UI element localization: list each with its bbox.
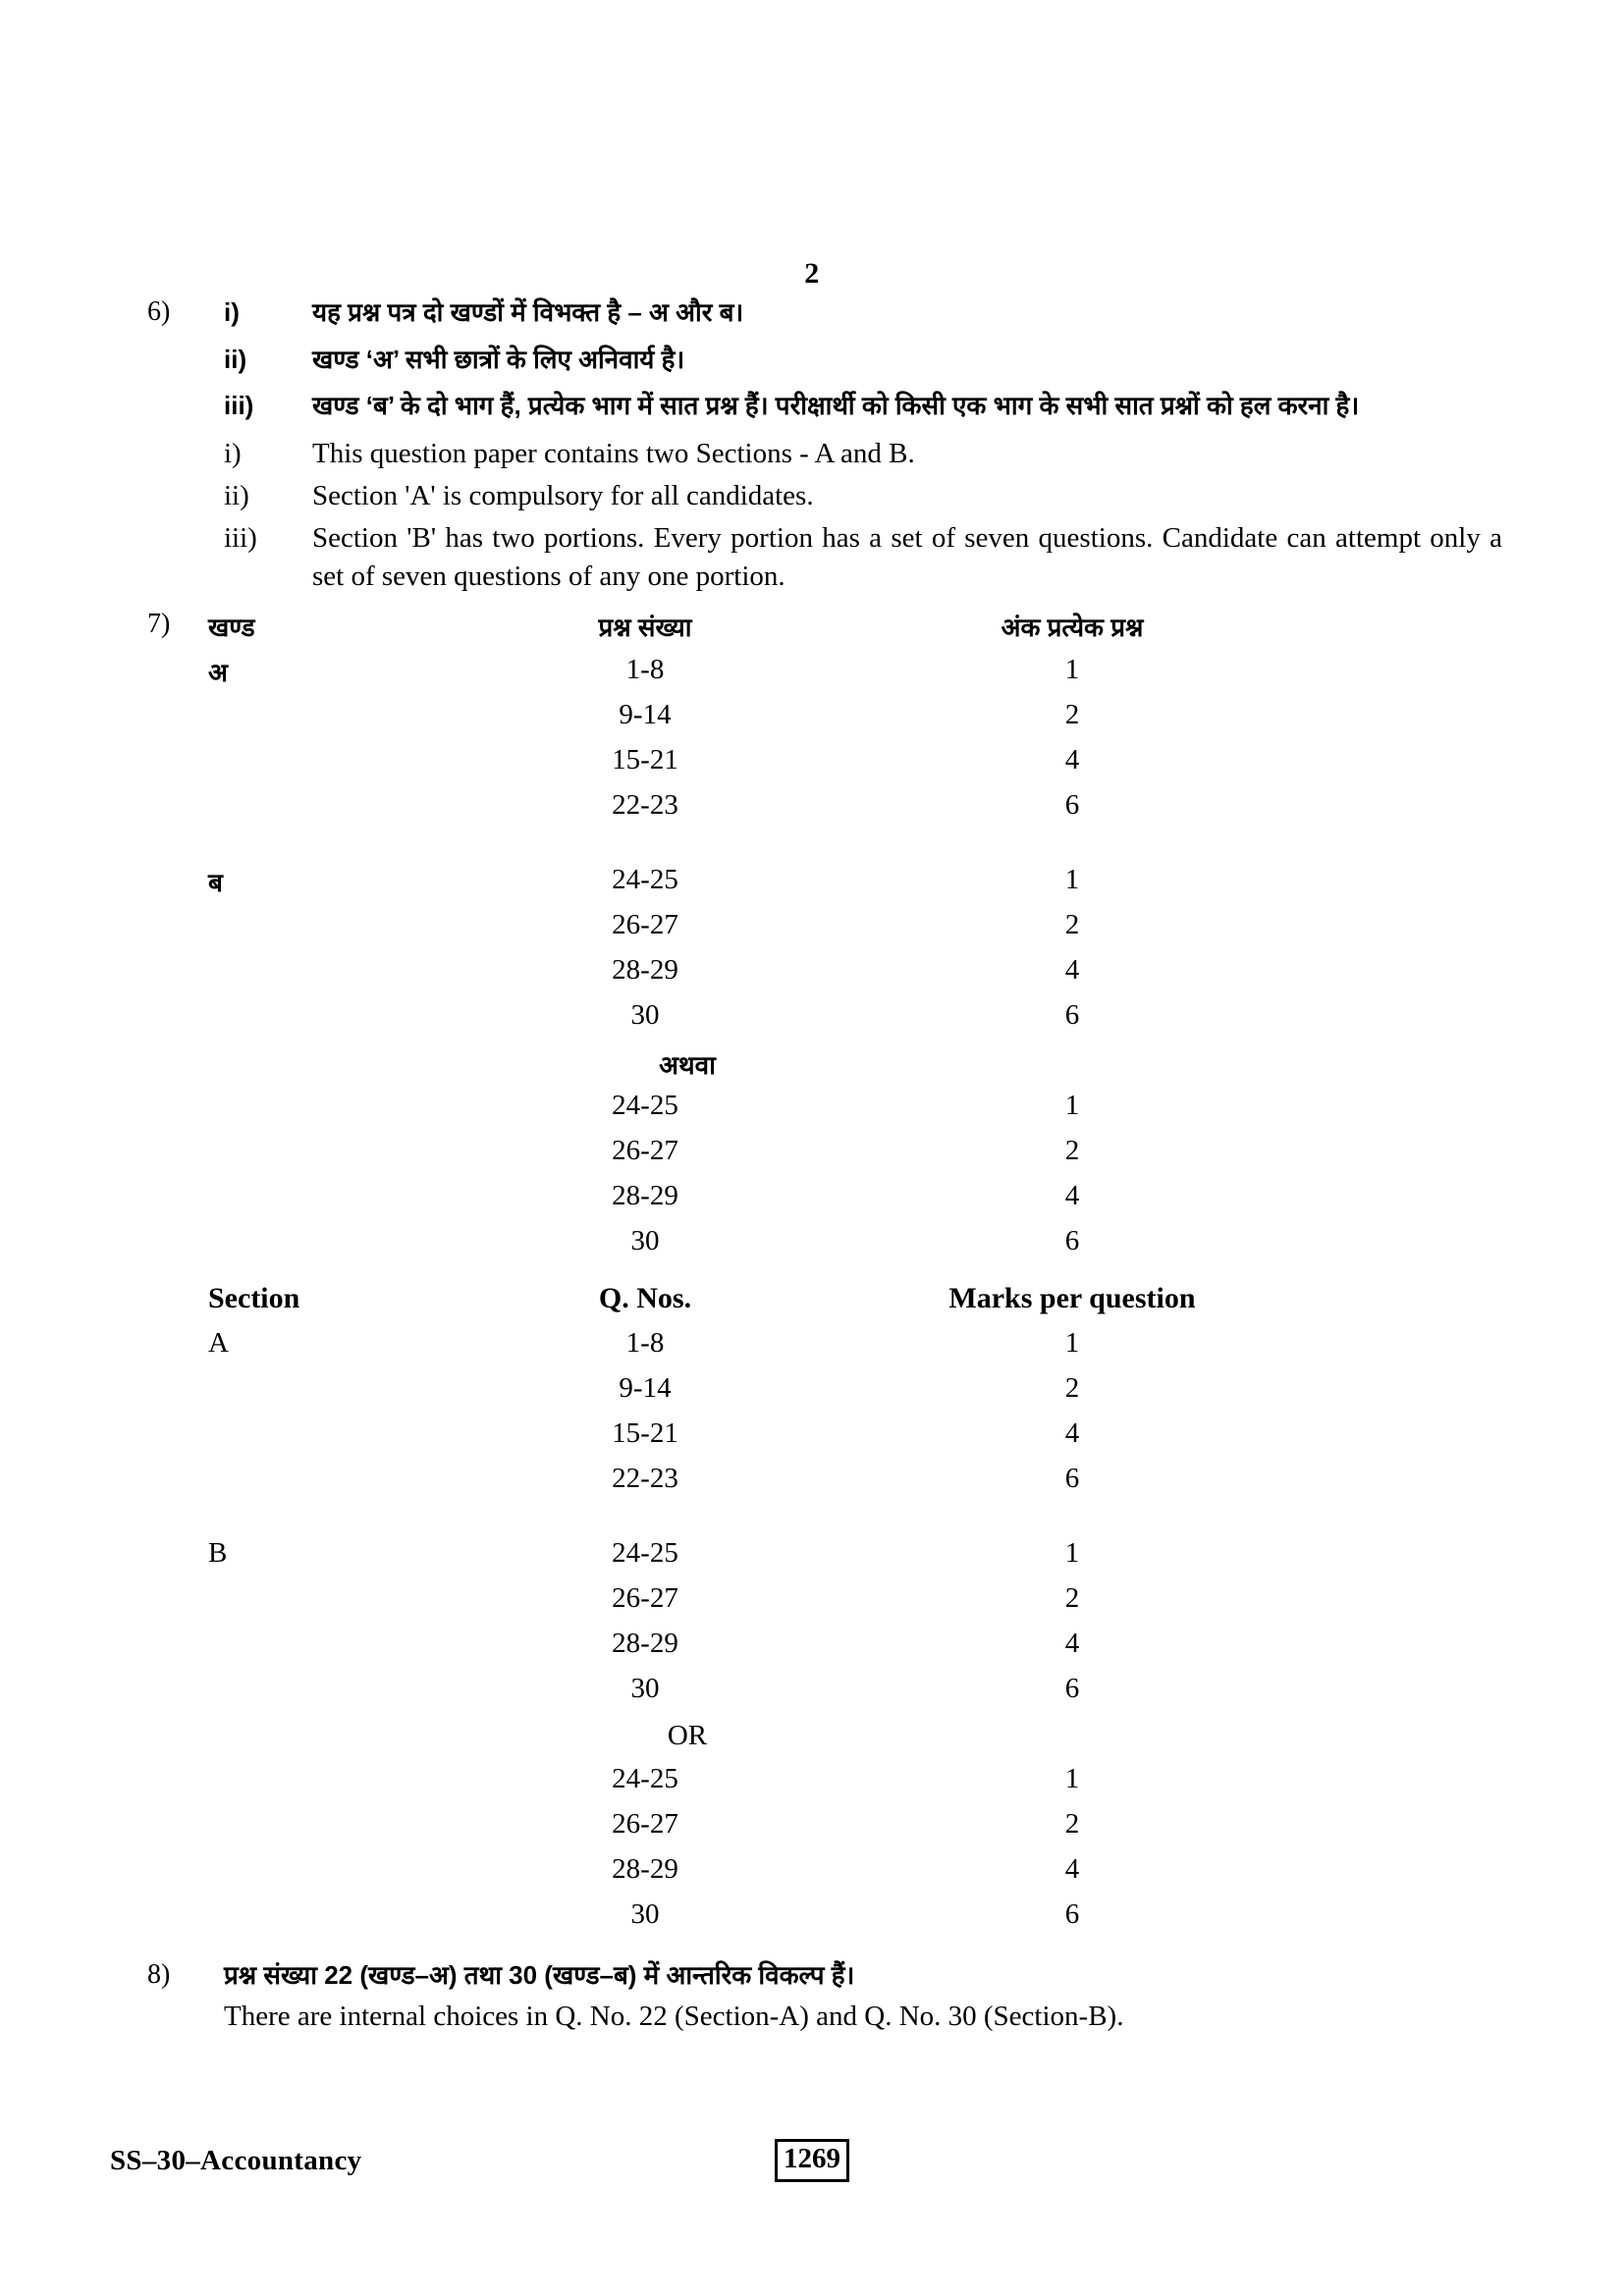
- marks-value: 1: [1064, 1536, 1080, 1569]
- spacer: [147, 1628, 208, 1673]
- qnos-value: 28-29: [612, 1627, 678, 1659]
- spacer: [147, 1282, 208, 1327]
- instruction-row: [147, 519, 1502, 596]
- spacer: [1288, 1853, 1502, 1898]
- table-row: [147, 1582, 1502, 1628]
- table-row: [147, 909, 1502, 954]
- instruction-row: [147, 294, 1502, 332]
- spacer: [208, 1463, 434, 1508]
- spacer: [1288, 1225, 1502, 1270]
- marker-hindi-ii: ii): [224, 344, 247, 374]
- spacer: [208, 1372, 434, 1417]
- spacer: [1288, 909, 1502, 954]
- spacer: [1288, 609, 1502, 654]
- marks-value: 4: [1064, 953, 1080, 986]
- spacer: [147, 654, 208, 699]
- marks-value: 6: [1064, 998, 1080, 1031]
- qnos-value: 28-29: [612, 1179, 678, 1211]
- spacer: [1288, 1417, 1502, 1463]
- spacer: [147, 1763, 208, 1808]
- spacer: [208, 699, 434, 744]
- table-row: [147, 1327, 1502, 1372]
- header-qnos-english: Q. Nos.: [598, 1281, 692, 1314]
- spacer: [1288, 1090, 1502, 1135]
- spacer: [1288, 1282, 1502, 1327]
- spacer: [147, 789, 208, 834]
- spacer: [147, 864, 208, 909]
- marks-value: 2: [1064, 1807, 1080, 1840]
- table-row: [147, 1417, 1502, 1463]
- qnos-value: 22-23: [612, 788, 678, 821]
- qnos-value: 24-25: [612, 1089, 678, 1121]
- spacer: [147, 1898, 208, 1944]
- instruction-row: [147, 1998, 1502, 2036]
- table-row: [147, 1537, 1502, 1582]
- table-row: [147, 1808, 1502, 1853]
- table-header-row: [147, 1282, 1502, 1327]
- qnos-value: 26-27: [612, 1807, 678, 1840]
- spacer: [1288, 1898, 1502, 1944]
- marks-value: 6: [1064, 1224, 1080, 1256]
- spacer: [1288, 1673, 1502, 1718]
- marks-table-hindi: [147, 609, 1502, 1270]
- qnos-value: 9-14: [619, 1371, 672, 1404]
- qnos-value: 15-21: [612, 743, 678, 775]
- qnos-value: 24-25: [612, 1536, 678, 1569]
- table-row: [147, 1628, 1502, 1673]
- spacer: [1288, 1628, 1502, 1673]
- spacer: [147, 1808, 208, 1853]
- spacer: [1288, 744, 1502, 789]
- header-section-hindi: खण्ड: [208, 612, 255, 642]
- spacer: [1288, 1808, 1502, 1853]
- instruction-row: [147, 435, 1502, 473]
- marks-value: 2: [1064, 698, 1080, 730]
- spacer: [147, 1673, 208, 1718]
- spacer: [147, 834, 1502, 864]
- instruction-row: [147, 388, 1502, 425]
- spacer: [1288, 954, 1502, 999]
- spacer: [147, 1537, 208, 1582]
- spacer: [1288, 1372, 1502, 1417]
- spacer: [147, 1090, 208, 1135]
- hindi-instruction-iii: खण्ड ‘ब’ के दो भाग हैं, प्रत्येक भाग में सात प्रश्न हैं। परीक्षार्थी को किसी एक भाग के सभी सात प्रश्नों को हल करना है।: [312, 391, 1360, 421]
- spacer: [1288, 1135, 1502, 1180]
- or-label-english: OR: [667, 1719, 708, 1751]
- qnos-value: 24-25: [612, 863, 678, 895]
- spacer: [208, 1808, 434, 1853]
- marks-value: 4: [1064, 1179, 1080, 1211]
- table-header-row: [147, 609, 1502, 654]
- qnos-value: 30: [630, 1224, 660, 1256]
- page-number: 2: [804, 257, 820, 290]
- section-label-english-a: A: [208, 1326, 229, 1359]
- table-row: [147, 1090, 1502, 1135]
- qnos-value: 28-29: [612, 1852, 678, 1885]
- qnos-value: 26-27: [612, 1134, 678, 1166]
- section-label-english-b-alt: [208, 1763, 434, 1808]
- spacer: [1288, 864, 1502, 909]
- spacer: [208, 1628, 434, 1673]
- qnos-value: 22-23: [612, 1462, 678, 1494]
- footer-subject-code: SS–30–Accountancy: [110, 2145, 362, 2176]
- table-row: [147, 744, 1502, 789]
- marker-english-iii: iii): [224, 522, 257, 555]
- spacer: [1288, 999, 1502, 1044]
- or-label-hindi: अथवा: [659, 1049, 716, 1080]
- qnos-value: 30: [630, 1672, 660, 1704]
- table-row: [147, 954, 1502, 999]
- spacer: [147, 1582, 208, 1628]
- spacer: [1288, 1044, 1502, 1090]
- marks-value: 4: [1064, 1852, 1080, 1885]
- spacer: [1288, 1763, 1502, 1808]
- spacer: [147, 1372, 208, 1417]
- spacer: [208, 954, 434, 999]
- spacer: [1288, 789, 1502, 834]
- marks-value: 2: [1064, 1371, 1080, 1404]
- qnos-value: 15-21: [612, 1416, 678, 1449]
- hindi-instructions: [147, 294, 1502, 425]
- table-row: [147, 789, 1502, 834]
- marks-value: 6: [1064, 788, 1080, 821]
- marks-value: 2: [1064, 908, 1080, 940]
- marks-value: 6: [1064, 1672, 1080, 1704]
- spacer: [208, 1135, 434, 1180]
- item-number-7: 7): [147, 608, 171, 639]
- spacer: [208, 1417, 434, 1463]
- section-label-english-b: B: [208, 1536, 228, 1569]
- page-content: [147, 294, 1502, 2040]
- page-footer: [110, 2145, 1514, 2204]
- spacer: [147, 699, 208, 744]
- spacer: [208, 1582, 434, 1628]
- table-row: [147, 864, 1502, 909]
- section-label-hindi-a: अ: [208, 657, 228, 687]
- table-row: [147, 1135, 1502, 1180]
- header-marks-english: Marks per question: [948, 1281, 1196, 1314]
- spacer: [1288, 1327, 1502, 1372]
- spacer: [1288, 699, 1502, 744]
- marks-value: 2: [1064, 1581, 1080, 1614]
- section-label-hindi-b-alt: [208, 1090, 434, 1135]
- marks-value: 1: [1064, 1762, 1080, 1794]
- spacer: [1288, 654, 1502, 699]
- spacer: [1288, 1180, 1502, 1225]
- qnos-value: 28-29: [612, 953, 678, 986]
- item8-hindi-text: प्रश्न संख्या 22 (खण्ड–अ) तथा 30 (खण्ड–ब) में आन्तरिक विकल्प हैं।: [224, 1959, 855, 1990]
- spacer: [147, 954, 208, 999]
- spacer: [147, 1853, 208, 1898]
- spacer: [208, 1180, 434, 1225]
- marks-value: 1: [1064, 653, 1080, 685]
- table-row: [147, 1463, 1502, 1508]
- spacer: [1288, 1463, 1502, 1508]
- spacer: [208, 909, 434, 954]
- item-number-6: 6): [147, 296, 171, 327]
- spacer: [1288, 1718, 1502, 1763]
- header-marks-hindi: अंक प्रत्येक प्रश्न: [1001, 612, 1144, 642]
- table-row: [147, 1763, 1502, 1808]
- english-instruction-iii: Section 'B' has two portions. Every portion has a set of seven questions. Candidate can attempt only a set of seven questions of any one portion.: [312, 522, 1502, 593]
- spacer: [208, 1853, 434, 1898]
- instruction-block-8: [147, 1957, 1502, 2037]
- table-row: [147, 1225, 1502, 1270]
- english-instructions: [147, 435, 1502, 597]
- instruction-row: [147, 342, 1502, 379]
- spacer: [147, 999, 208, 1044]
- english-instruction-ii: Section 'A' is compulsory for all candidates.: [312, 480, 814, 512]
- spacer: [208, 1673, 434, 1718]
- spacer: [208, 1898, 434, 1944]
- table-spacer-row: [147, 1508, 1502, 1537]
- table-row: [147, 654, 1502, 699]
- marker-english-i: i): [224, 438, 242, 470]
- table-row: [147, 999, 1502, 1044]
- marks-value: 1: [1064, 1089, 1080, 1121]
- spacer: [147, 1327, 208, 1372]
- item8-english-text: There are internal choices in Q. No. 22 (Section-A) and Q. No. 30 (Section-B).: [224, 2001, 1124, 2033]
- spacer: [147, 1463, 208, 1508]
- spacer: [208, 999, 434, 1044]
- marks-table-hindi-alt: [147, 1090, 1502, 1270]
- spacer: [1288, 1582, 1502, 1628]
- qnos-value: 26-27: [612, 908, 678, 940]
- qnos-value: 24-25: [612, 1762, 678, 1794]
- table-row: [147, 1898, 1502, 1944]
- hindi-instruction-i: यह प्रश्न पत्र दो खण्डों में विभक्त है – अ और ब।: [312, 297, 744, 327]
- qnos-value: 1-8: [625, 1326, 665, 1359]
- qnos-value: 26-27: [612, 1581, 678, 1614]
- marks-table-english: [147, 1282, 1502, 1944]
- qnos-value: 1-8: [625, 653, 665, 685]
- marker-english-ii: ii): [224, 480, 249, 512]
- table-row: [147, 1673, 1502, 1718]
- table-row: [147, 1180, 1502, 1225]
- qnos-value: 9-14: [619, 698, 672, 730]
- spacer: [1288, 1537, 1502, 1582]
- qnos-value: 30: [630, 1897, 660, 1930]
- qnos-value: 30: [630, 998, 660, 1031]
- spacer: [208, 789, 434, 834]
- header-section-english: Section: [208, 1281, 300, 1314]
- instruction-block-6: [147, 294, 1502, 597]
- spacer: [147, 1225, 208, 1270]
- spacer: [147, 1508, 1502, 1537]
- marks-value: 1: [1064, 863, 1080, 895]
- spacer: [147, 1135, 208, 1180]
- marks-table-english-alt: [147, 1763, 1502, 1944]
- hindi-instruction-ii: खण्ड ‘अ’ सभी छात्रों के लिए अनिवार्य है।: [312, 344, 685, 374]
- marker-hindi-iii: iii): [224, 391, 254, 421]
- spacer: [147, 909, 208, 954]
- marks-value: 1: [1064, 1326, 1080, 1359]
- spacer: [208, 744, 434, 789]
- instruction-row: [147, 477, 1502, 515]
- marks-value: 4: [1064, 1416, 1080, 1449]
- spacer: [147, 1180, 208, 1225]
- spacer: [147, 744, 208, 789]
- table-spacer-row: [147, 834, 1502, 864]
- marks-value: 6: [1064, 1462, 1080, 1494]
- table-row: [147, 1853, 1502, 1898]
- footer-paper-code-box: 1269: [775, 2139, 849, 2182]
- marks-value: 6: [1064, 1897, 1080, 1930]
- instruction-row: [147, 1957, 1502, 1995]
- marker-hindi-i: i): [224, 297, 240, 327]
- marks-value: 4: [1064, 1627, 1080, 1659]
- marks-value: 2: [1064, 1134, 1080, 1166]
- header-qnos-hindi: प्रश्न संख्या: [598, 612, 692, 642]
- item-number-8: 8): [147, 1958, 171, 1990]
- spacer: [147, 1417, 208, 1463]
- section-label-hindi-b: ब: [208, 867, 223, 897]
- english-instruction-i: This question paper contains two Sections - A and B.: [312, 438, 915, 470]
- spacer: [208, 1225, 434, 1270]
- marks-value: 4: [1064, 743, 1080, 775]
- table-row: [147, 699, 1502, 744]
- table-row: [147, 1372, 1502, 1417]
